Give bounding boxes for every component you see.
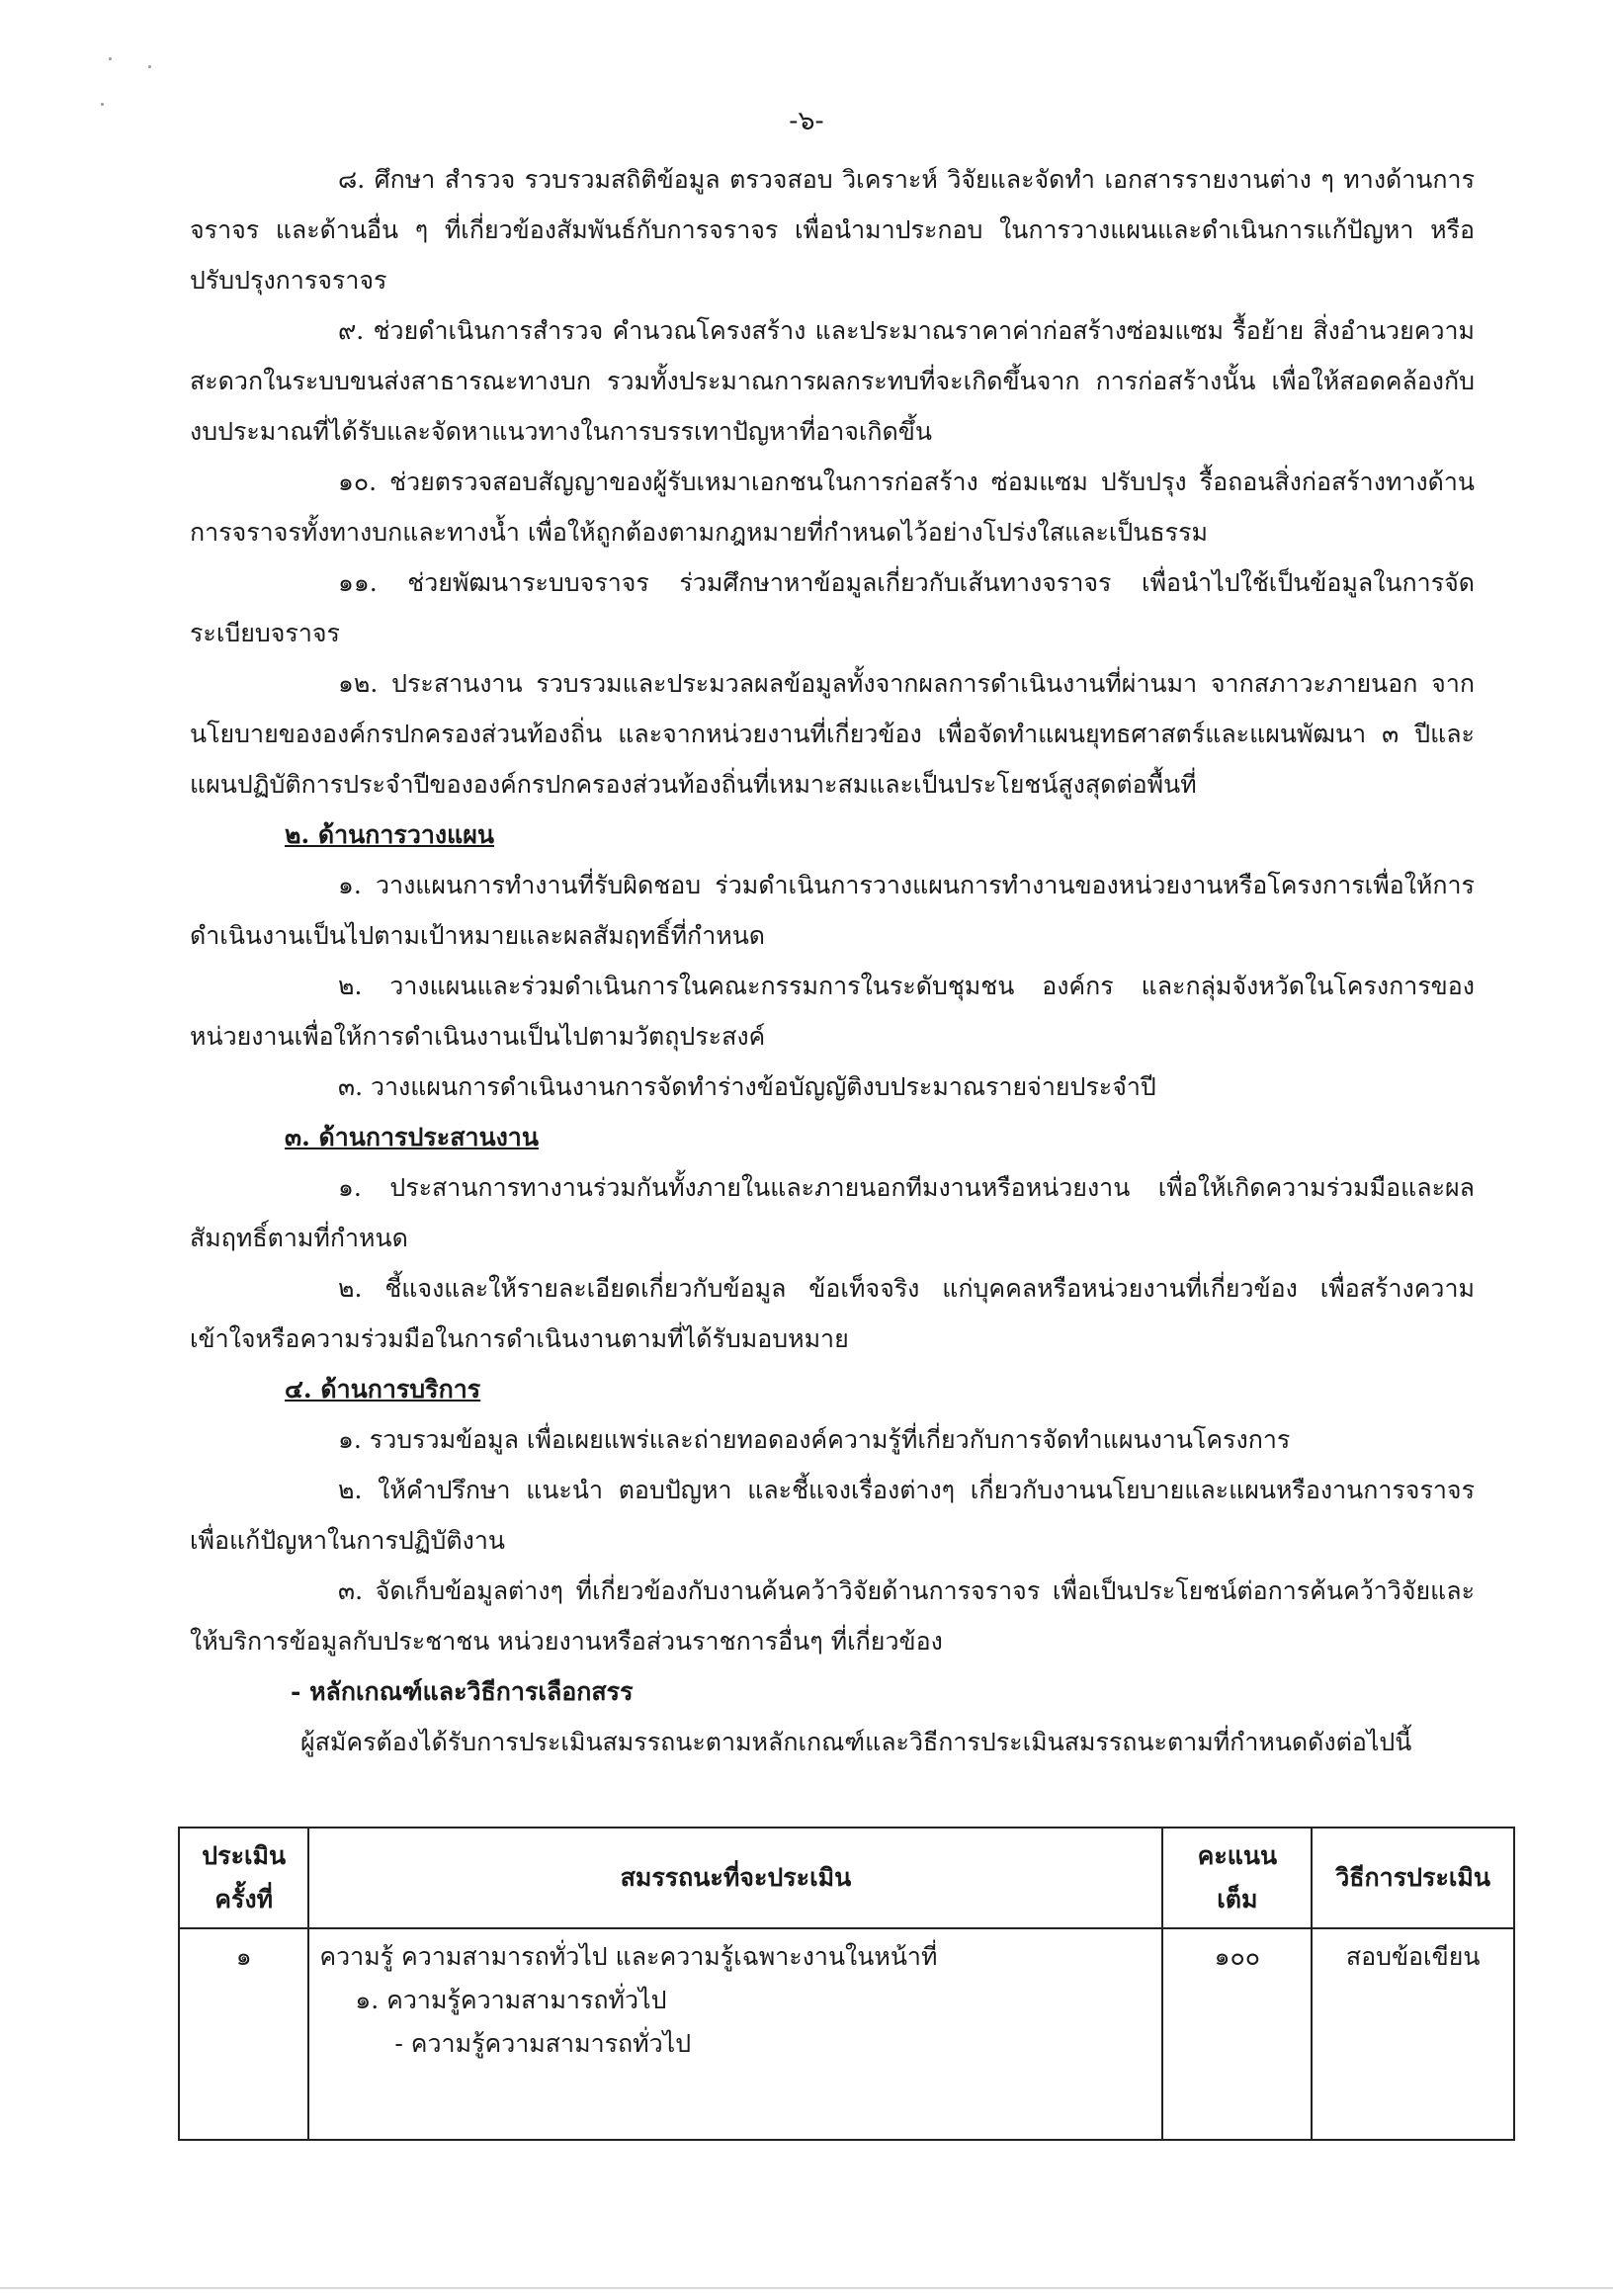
- planning-item-2: ๒. วางแผนและร่วมดำเนินการในคณะกรรมการในระดับชุมชน องค์กร และกลุ่มจังหวัดในโครงการของหน่วยงานเพื่อให้การดำเนินงานเป็นไปตามวัตถุประสงค์: [190, 972, 1475, 1051]
- selection-intro: ผู้สมัครต้องได้รับการประเมินสมรรถนะตามหลักเกณฑ์และวิธีการประเมินสมรรถนะตามที่กำหนดดังต่อไปนี้: [300, 1728, 1412, 1756]
- competency-line: ๑. ความรู้ความสามารถทั่วไป: [355, 1986, 667, 2014]
- document-body: [190, 154, 1475, 1767]
- coordination-item-2: ๒. ชี้แจงและให้รายละเอียดเกี่ยวกับข้อมูล ข้อเท็จจริง แก่บุคคลหรือหน่วยงานที่เกี่ยวข้อง เพื่อสร้างความเข้าใจหรือความร่วมมือในการดำเนินงานตามที่ได้รับมอบหมาย: [190, 1274, 1475, 1353]
- planning-item-1: ๑. วางแผนการทำงานที่รับผิดชอบ ร่วมดำเนินการวางแผนการทำงานของหน่วยงานหรือโครงการเพื่อให้การดำเนินงานเป็นไปตามเป้าหมายและผลสัมฤทธิ์ที่กำหนด: [190, 871, 1475, 950]
- paragraph-item-10: ๑๐. ช่วยตรวจสอบสัญญาของผู้รับเหมาเอกชนในการก่อสร้าง ซ่อมแซม ปรับปรุง รื้อถอนสิ่งก่อสร้างทางด้านการจราจรทั้งทางบกและทางน้ำ เพื่อให้ถูกต้องตามกฎหมายที่กำหนดไว้อย่างโปร่งใสและเป็นธรรม: [190, 468, 1475, 547]
- service-item-3: ๓. จัดเก็บข้อมูลต่างๆ ที่เกี่ยวข้องกับงานค้นคว้าวิจัยด้านการจราจร เพื่อเป็นประโยชน์ต่อการค้นคว้าวิจัยและให้บริการข้อมูลกับประชาชน หน่วยงานหรือส่วนราชการอื่นๆ ที่เกี่ยวข้อง: [190, 1576, 1475, 1656]
- section-heading-service: [190, 1364, 1475, 1414]
- scan-speck: [148, 65, 151, 68]
- service-item-1: ๑. รวบรวมข้อมูล เพื่อเผยแพร่และถ่ายทอดองค์ความรู้ที่เกี่ยวกับการจัดทำแผนงานโครงการ: [338, 1425, 1291, 1454]
- paragraph-item-11: ๑๑. ช่วยพัฒนาระบบจราจร ร่วมศึกษาหาข้อมูลเกี่ยวกับเส้นทางจราจร เพื่อนำไปใช้เป็นข้อมูลในการจัดระเบียบจราจร: [190, 568, 1475, 647]
- page-number: -๖-: [789, 106, 824, 136]
- section-heading-planning: [190, 809, 1475, 860]
- selection-heading: - หลักเกณฑ์และวิธีการเลือกสรร: [291, 1677, 634, 1706]
- cell-score: ๑๐๐: [1162, 1928, 1312, 2140]
- table-row: [179, 1928, 1514, 2140]
- section-heading-planning-text: ๒. ด้านการวางแผน: [285, 820, 494, 849]
- service-item-2: ๒. ให้คำปรึกษา แนะนำ ตอบปัญหา และชี้แจงเรื่องต่างๆ เกี่ยวกับงานนโยบายและแผนหรืองานการจราจร เพื่อแก้ปัญหาในการปฏิบัติงาน: [190, 1476, 1475, 1555]
- planning-item-3: ๓. วางแผนการดำเนินงานการจัดทำร่างข้อบัญญัติงบประมาณรายจ่ายประจำปี: [338, 1072, 1156, 1101]
- cell-round: ๑: [179, 1928, 308, 2140]
- header-method: วิธีการประเมิน: [1312, 1828, 1514, 1928]
- coordination-item-1: ๑. ประสานการทางานร่วมกันทั้งภายในและภายนอกทีมงานหรือหน่วยงาน เพื่อให้เกิดความร่วมมือและผลสัมฤทธิ์ตามที่กำหนด: [190, 1173, 1475, 1252]
- scan-speck: [109, 57, 112, 60]
- paragraph-item-9: ๙. ช่วยดำเนินการสำรวจ คำนวณโครงสร้าง และประมาณราคาค่าก่อสร้างซ่อมแซม รื้อย้าย สิ่งอำนวยความสะดวกในระบบขนส่งสาธารณะทางบก รวมทั้งประมาณการผลกระทบที่จะเกิดขึ้นจาก การก่อสร้างนั้น เพื่อให้สอดคล้องกับงบประมาณที่ได้รับและจัดหาแนวทางในการบรรเทาปัญหาที่อาจเกิดขึ้น: [190, 316, 1475, 446]
- header-round: ประเมิน ครั้งที่: [179, 1828, 308, 1928]
- cell-competency: [308, 1928, 1162, 2140]
- paragraph-item-12: ๑๒. ประสานงาน รวบรวมและประมวลผลข้อมูลทั้งจากผลการดำเนินงานที่ผ่านมา จากสภาวะภายนอก จากนโยบายขององค์กรปกครองส่วนท้องถิ่น และจากหน่วยงานที่เกี่ยวข้อง เพื่อจัดทำแผนยุทธศาสตร์และแผนพัฒนา ๓ ปีและแผนปฏิบัติการประจำปีขององค์กรปกครองส่วนท้องถิ่นที่เหมาะสมและเป็นประโยชน์สูงสุดต่อพื้นที่: [190, 669, 1475, 799]
- table-header-row: [179, 1828, 1514, 1928]
- cell-method: สอบข้อเขียน: [1312, 1928, 1514, 2140]
- paragraph-item-8: ๘. ศึกษา สำรวจ รวบรวมสถิติข้อมูล ตรวจสอบ วิเคราะห์ วิจัยและจัดทำ เอกสารรายงานต่าง ๆ ทางด้านการจราจร และด้านอื่น ๆ ที่เกี่ยวข้องสัมพันธ์กับการจราจร เพื่อนำมาประกอบ ในการวางแผนและดำเนินการแก้ปัญหา หรือปรับปรุงการจราจร: [190, 165, 1475, 295]
- scan-bottom-edge: [0, 2287, 1613, 2289]
- section-heading-coordination: [190, 1112, 1475, 1162]
- header-competency: สมรรถนะที่จะประเมิน: [308, 1828, 1162, 1928]
- competency-line: ความรู้ ความสามารถทั่วไป และความรู้เฉพาะงานในหน้าที่: [319, 1942, 938, 1971]
- assessment-table: [178, 1827, 1515, 2141]
- competency-line: - ความรู้ความสามารถทั่วไป: [394, 2029, 692, 2058]
- section-heading-service-text: ๔. ด้านการบริการ: [285, 1375, 481, 1403]
- header-score: คะแนน เต็ม: [1162, 1828, 1312, 1928]
- section-heading-coordination-text: ๓. ด้านการประสานงาน: [285, 1123, 539, 1151]
